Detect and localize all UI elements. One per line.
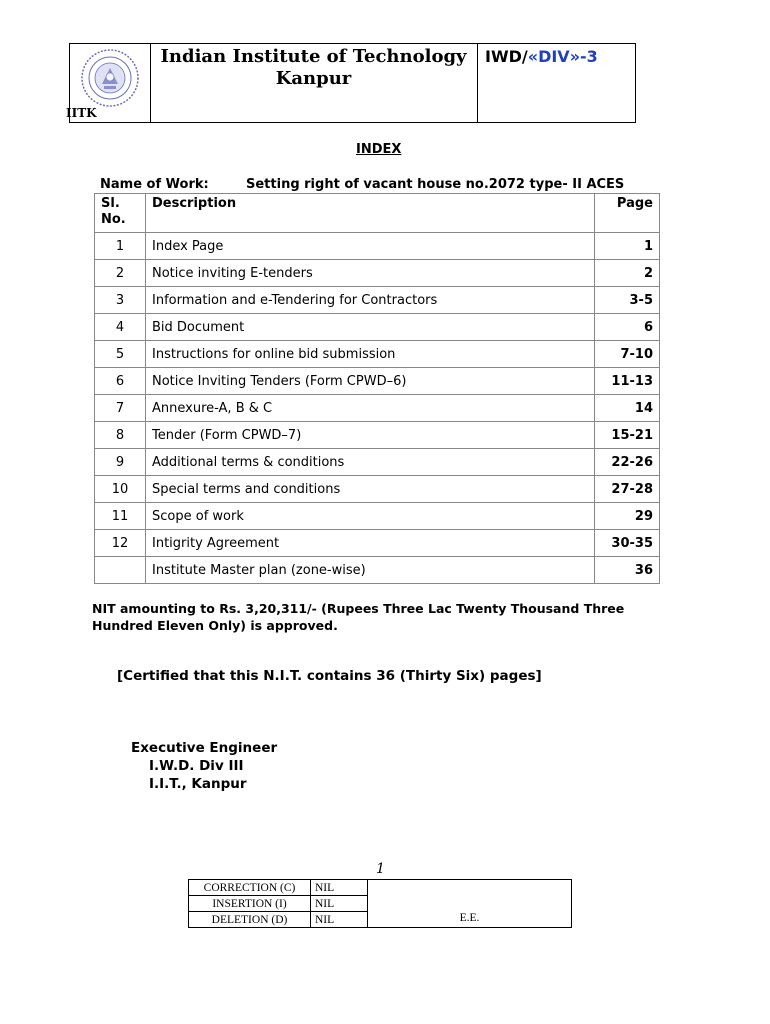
code-suffix: -3	[580, 47, 598, 66]
description-cell: Notice Inviting Tenders (Form CPWD–6)	[146, 368, 595, 395]
table-row	[95, 449, 660, 476]
corrections-label: CORRECTION (C)	[189, 880, 311, 896]
page-cell: 27-28	[595, 476, 660, 503]
description-cell: Instructions for online bid submission	[146, 341, 595, 368]
page-cell: 3-5	[595, 287, 660, 314]
page-cell: 14	[595, 395, 660, 422]
description-cell: Information and e-Tendering for Contractors	[146, 287, 595, 314]
page-cell: 30-35	[595, 530, 660, 557]
logo-label: IITK	[66, 106, 97, 120]
table-row	[95, 341, 660, 368]
sl-no-cell	[95, 557, 146, 584]
corrections-value: NIL	[311, 880, 368, 896]
page-cell: 6	[595, 314, 660, 341]
page-cell: 11-13	[595, 368, 660, 395]
sl-no-cell: 7	[95, 395, 146, 422]
sl-no-cell: 2	[95, 260, 146, 287]
logo-cell	[66, 44, 151, 122]
table-row	[95, 368, 660, 395]
description-cell: Annexure-A, B & C	[146, 395, 595, 422]
sl-no-cell: 5	[95, 341, 146, 368]
sl-no-cell: 10	[95, 476, 146, 503]
institute-name-line2: Kanpur	[275, 68, 352, 89]
description-cell: Special terms and conditions	[146, 476, 595, 503]
certification-statement: [Certified that this N.I.T. contains 36 (Thirty Six) pages]	[117, 668, 542, 684]
sl-no-cell: 11	[95, 503, 146, 530]
table-row	[95, 530, 660, 557]
corrections-value: NIL	[311, 896, 368, 912]
corrections-table	[188, 879, 572, 928]
index-title: INDEX	[356, 142, 402, 157]
description-cell: Additional terms & conditions	[146, 449, 595, 476]
corrections-label: DELETION (D)	[189, 912, 311, 928]
description-cell: Scope of work	[146, 503, 595, 530]
index-table	[94, 193, 660, 584]
sl-no-cell: 3	[95, 287, 146, 314]
corrections-row	[189, 880, 572, 896]
page-number: 1	[376, 861, 385, 877]
name-of-work	[100, 177, 624, 192]
table-row	[95, 422, 660, 449]
table-row	[95, 476, 660, 503]
page-cell: 7-10	[595, 341, 660, 368]
table-row	[95, 557, 660, 584]
sl-no-cell: 6	[95, 368, 146, 395]
name-of-work-value: Setting right of vacant house no.2072 type- II ACES	[246, 177, 625, 192]
table-row	[95, 233, 660, 260]
signatory-title: Executive Engineer	[131, 740, 278, 756]
document-code-cell	[477, 44, 635, 122]
corrections-label: INSERTION (I)	[189, 896, 311, 912]
index-table-header	[95, 194, 660, 233]
description-cell: Institute Master plan (zone-wise)	[146, 557, 595, 584]
document-header	[66, 43, 636, 123]
table-row	[95, 314, 660, 341]
description-header: Description	[146, 194, 595, 233]
nit-statement: NIT amounting to Rs. 3,20,311/- (Rupees Three Lac Twenty Thousand Three Hundred Eleven Only) is approved.	[92, 601, 625, 633]
code-prefix: IWD/	[485, 47, 528, 66]
table-row	[95, 260, 660, 287]
sl-no-cell: 9	[95, 449, 146, 476]
table-row	[95, 287, 660, 314]
page-cell: 2	[595, 260, 660, 287]
institute-title-cell	[150, 44, 478, 122]
page-cell: 29	[595, 503, 660, 530]
signatory-institute: I.I.T., Kanpur	[149, 776, 247, 792]
sl-no-cell: 4	[95, 314, 146, 341]
page-cell: 22-26	[595, 449, 660, 476]
description-cell: Notice inviting E-tenders	[146, 260, 595, 287]
sl-no-cell: 8	[95, 422, 146, 449]
description-cell: Bid Document	[146, 314, 595, 341]
sl-no-cell: 1	[95, 233, 146, 260]
document-code	[485, 47, 598, 66]
description-cell: Intigrity Agreement	[146, 530, 595, 557]
description-cell: Tender (Form CPWD–7)	[146, 422, 595, 449]
institute-title	[150, 46, 477, 90]
ee-signature-cell: E.E.	[368, 880, 572, 928]
sl-no-header	[95, 194, 146, 233]
corrections-value: NIL	[311, 912, 368, 928]
page-cell: 1	[595, 233, 660, 260]
sl-header-line2: No.	[101, 212, 126, 227]
page-cell: 15-21	[595, 422, 660, 449]
page-header: Page	[595, 194, 660, 233]
sl-header-line1: Sl.	[101, 196, 120, 211]
code-div-field: «DIV»	[527, 47, 581, 66]
sl-no-cell: 12	[95, 530, 146, 557]
iitk-seal-icon	[80, 48, 140, 108]
institute-name-line1: Indian Institute of Technology	[160, 46, 467, 67]
table-row	[95, 503, 660, 530]
signatory-block	[131, 739, 277, 793]
page-cell: 36	[595, 557, 660, 584]
signatory-division: I.W.D. Div III	[149, 758, 244, 774]
table-row	[95, 395, 660, 422]
description-cell: Index Page	[146, 233, 595, 260]
name-of-work-label: Name of Work:	[100, 177, 209, 192]
